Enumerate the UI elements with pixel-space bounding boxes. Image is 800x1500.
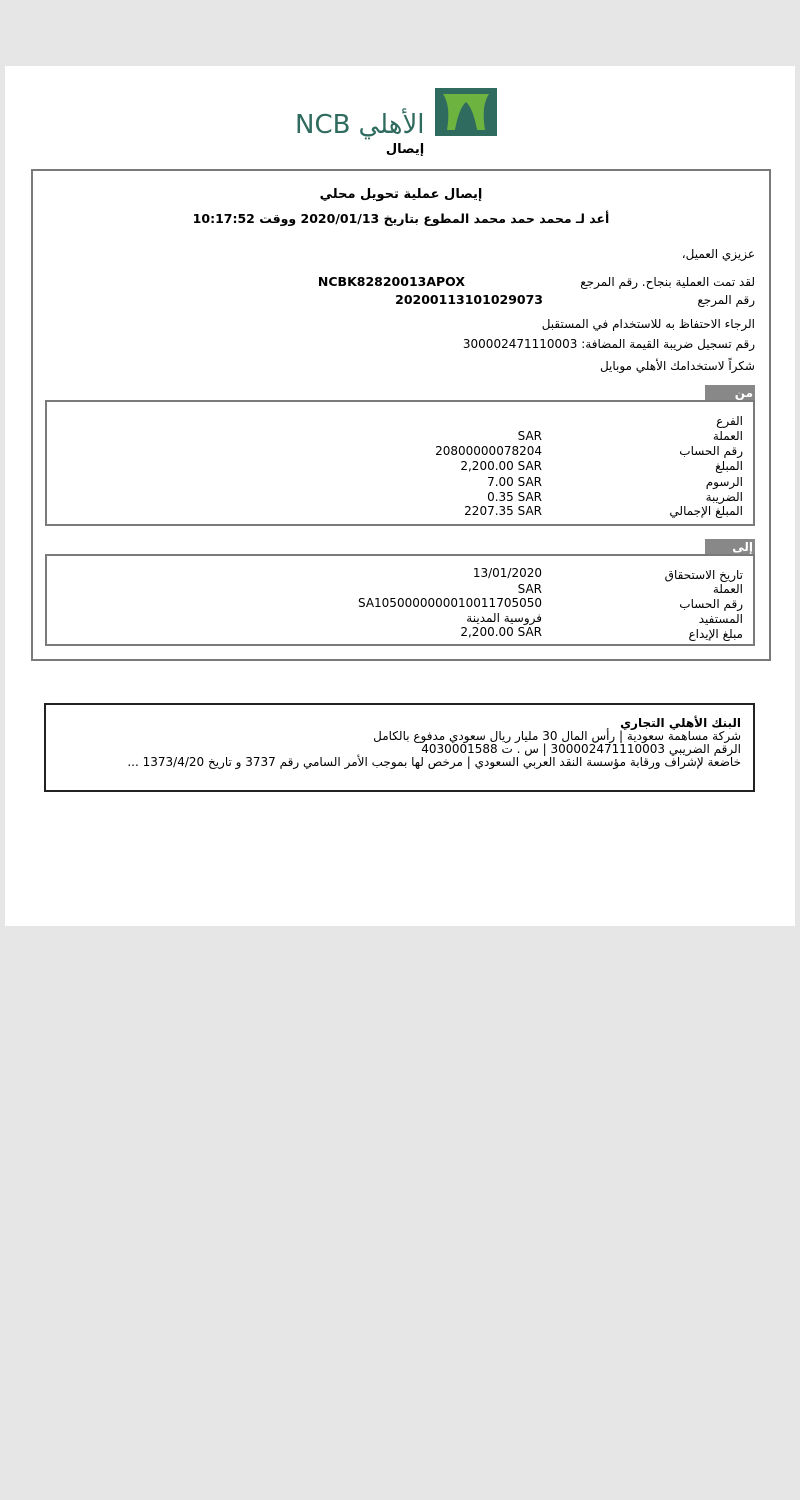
- from-total-value: 2207.35 SAR: [464, 504, 542, 518]
- ncb-logo: [295, 90, 425, 138]
- from-amount-label: المبلغ: [715, 459, 743, 473]
- from-amount-value: 2,200.00 SAR: [460, 459, 542, 473]
- to-currency-label: العملة: [712, 582, 743, 596]
- logo-latin: NCB: [295, 110, 351, 140]
- footer-line-1: شركة مساهمة سعودية | رأس المال 30 مليار ريال سعودي مدفوع بالكامل: [373, 729, 741, 743]
- prepared-for: أعد لـ محمد حمد محمد المطوع بتاريخ 2020/01/13 ووقت 10:17:52: [192, 211, 610, 226]
- thanks-note: شكراً لاستخدامك الأهلي موبايل: [599, 359, 755, 373]
- footer-line-3: خاضعة لإشراف ورقابة مؤسسة النقد العربي السعودي | مرخص لها بموجب الأمر السامي رقم 3737 و تاريخ 1373/4/20 ...: [127, 755, 741, 769]
- to-due-date-value: 13/01/2020: [472, 566, 542, 580]
- to-account-label: رقم الحساب: [679, 597, 743, 611]
- logo-arabic: الأهلي: [358, 110, 425, 140]
- from-currency-value: SAR: [517, 429, 542, 443]
- bank-footer: [44, 703, 755, 792]
- vat-number: رقم تسجيل ضريبة القيمة المضافة: 300002471110003: [462, 337, 755, 351]
- success-reference: NCBK82820013APOX: [317, 274, 465, 289]
- receipt-title: إيصال عملية تحويل محلي: [319, 187, 483, 202]
- keep-note: الرجاء الاحتفاظ به للاستخدام في المستقبل: [541, 317, 755, 331]
- to-section: [45, 554, 755, 646]
- footer-bank-name: البنك الأهلي التجاري: [620, 716, 741, 730]
- from-currency-label: العملة: [712, 429, 743, 443]
- from-branch-label: الفرع: [716, 414, 743, 428]
- to-beneficiary-value: فروسية المدينة: [466, 611, 542, 625]
- document-label: إيصال: [385, 142, 425, 157]
- to-deposit-label: مبلغ الإيداع: [688, 627, 743, 641]
- from-account-value: 20800000078204: [435, 444, 542, 458]
- from-fees-value: 7.00 SAR: [487, 475, 542, 489]
- from-tax-label: الضريبة: [705, 490, 743, 504]
- from-account-label: رقم الحساب: [679, 444, 743, 458]
- to-account-value: SA1050000000010011705050: [357, 596, 542, 610]
- to-deposit-value: 2,200.00 SAR: [460, 625, 542, 639]
- from-fees-label: الرسوم: [705, 475, 743, 489]
- to-currency-value: SAR: [517, 582, 542, 596]
- to-beneficiary-label: المستفيد: [698, 612, 743, 626]
- receipt-page: [5, 66, 795, 926]
- footer-line-2: الرقم الضريبي 300002471110003 | س . ت 4030001588: [421, 742, 741, 756]
- success-label: لقد تمت العملية بنجاح. رقم المرجع: [580, 275, 755, 289]
- from-tax-value: 0.35 SAR: [487, 490, 542, 504]
- to-due-date-label: تاريخ الاستحقاق: [664, 568, 743, 582]
- reference-number: 20200113101029073: [395, 292, 543, 307]
- reference-label: رقم المرجع: [697, 293, 755, 307]
- receipt-box: [31, 169, 771, 661]
- from-section-tab: من: [705, 385, 755, 401]
- from-section: [45, 400, 755, 526]
- to-section-tab: إلى: [705, 539, 755, 555]
- greeting: عزيزي العميل،: [681, 247, 755, 261]
- from-total-label: المبلغ الإجمالي: [669, 504, 743, 518]
- ncb-emblem-icon: [435, 88, 497, 136]
